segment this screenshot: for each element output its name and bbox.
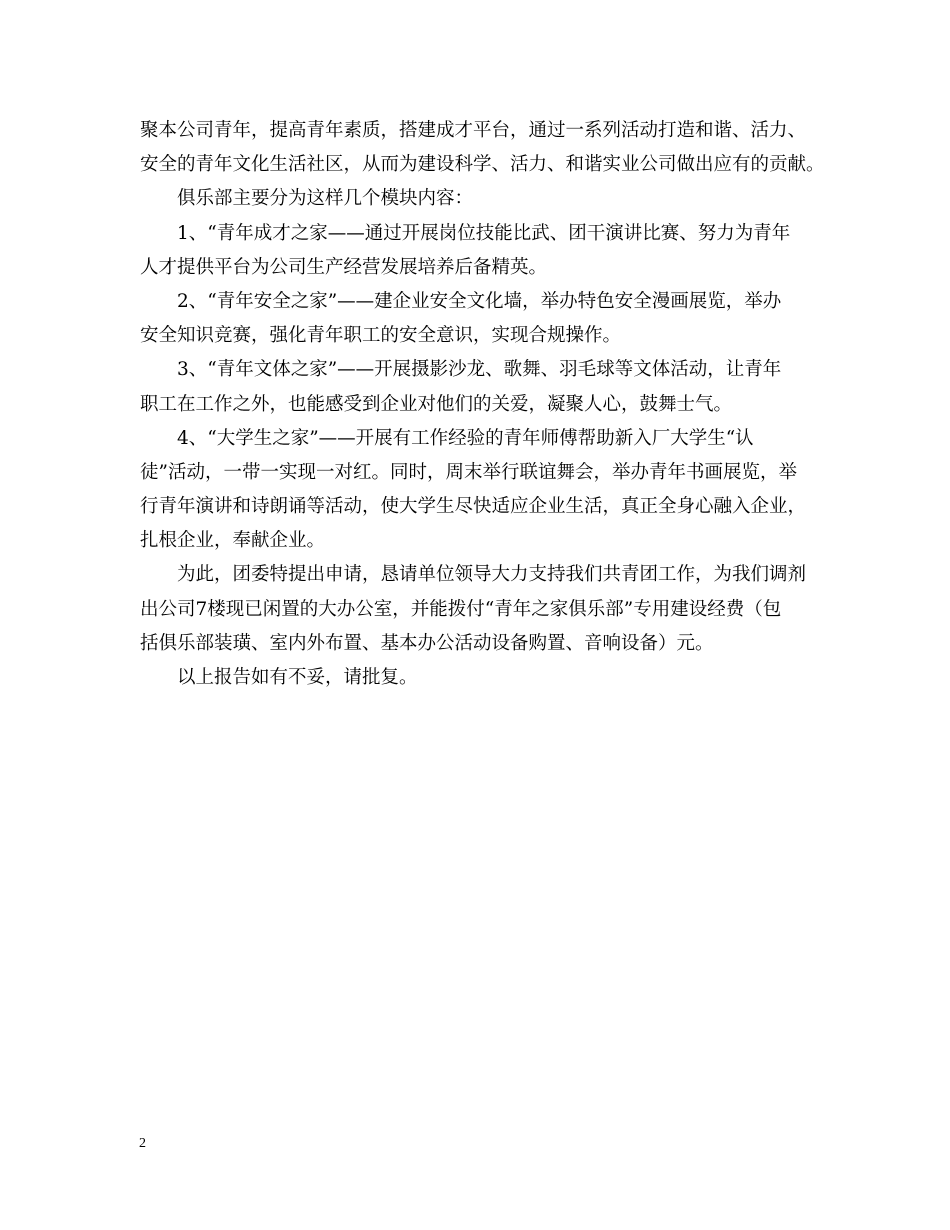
text-line: 职工在工作之外，也能感受到企业对他们的关爱，凝聚人心，鼓舞士气。 bbox=[140, 393, 733, 415]
text-line: 聚本公司青年，提高青年素质，搭建成才平台，通过一系列活动打造和谐、活力、 bbox=[140, 120, 807, 141]
text-line: 行青年演讲和诗朗诵等活动，使大学生尽快适应企业生活，真正全身心融入企业， bbox=[140, 496, 807, 518]
text-line: 徒”活动，一带一实现一对红。同时，周末举行联谊舞会，举办青年书画展览，举 bbox=[140, 461, 797, 483]
text-line: 为此，团委特提出申请，恳请单位领导大力支持我们共青团工作，为我们调剂 bbox=[177, 564, 807, 586]
text-line: 括俱乐部装璜、室内外布置、基本办公活动设备购置、音响设备）元。 bbox=[140, 632, 714, 654]
text-line: 以上报告如有不妥，请批复。 bbox=[177, 667, 418, 688]
text-line: 1、“青年成才之家——通过开展岗位技能比武、团干演讲比赛、努力为青年 bbox=[177, 222, 791, 244]
text-line: 俱乐部主要分为这样几个模块内容： bbox=[177, 188, 474, 210]
document-body bbox=[140, 114, 830, 695]
text-line: 3、“青年文体之家”——开展摄影沙龙、歌舞、羽毛球等文体活动，让青年 bbox=[177, 359, 782, 381]
text-line: 人才提供平台为公司生产经营发展培养后备精英。 bbox=[140, 256, 548, 278]
page-number: 2 bbox=[139, 1136, 146, 1151]
text-line: 安全知识竞赛，强化青年职工的安全意识，实现合规操作。 bbox=[140, 325, 622, 347]
text-line: 出公司7楼现已闲置的大办公室，并能拨付“青年之家俱乐部”专用建设经费（包 bbox=[140, 598, 782, 620]
text-line: 2、“青年安全之家”——建企业安全文化墙，举办特色安全漫画展览，举办 bbox=[177, 290, 782, 312]
text-line: 4、“大学生之家”——开展有工作经验的青年师傅帮助新入厂大学生“认 bbox=[177, 427, 754, 449]
text-line: 扎根企业，奉献企业。 bbox=[140, 530, 326, 552]
text-line: 安全的青年文化生活社区，从而为建设科学、活力、和谐实业公司做出应有的贡献。 bbox=[140, 154, 825, 176]
